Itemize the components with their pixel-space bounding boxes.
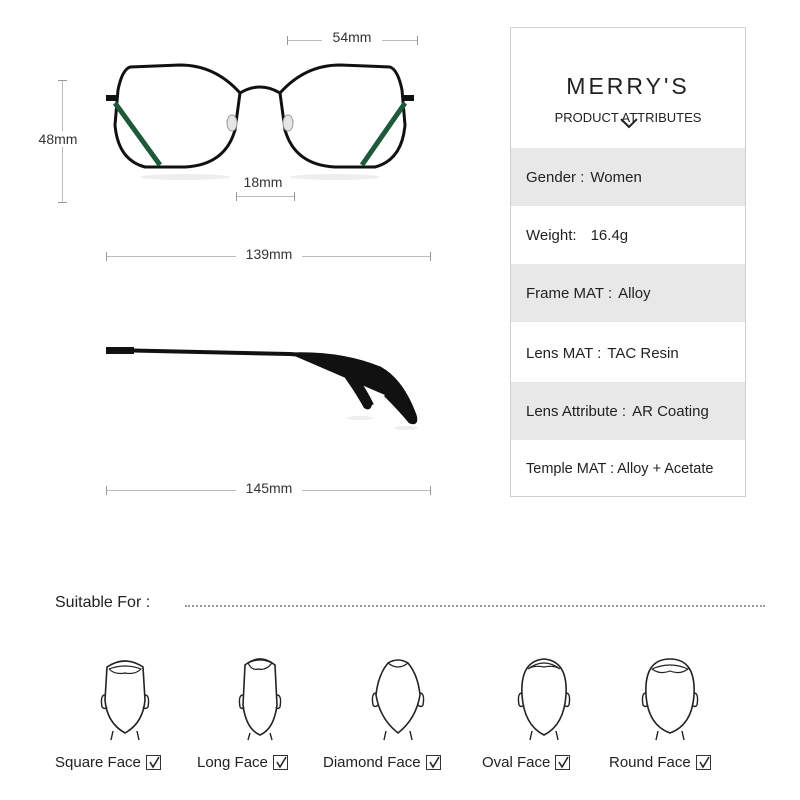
attributes-subtitle: PRODUCT ATTRIBUTES bbox=[554, 110, 702, 125]
oval-face-icon bbox=[484, 655, 604, 740]
checkbox-checked-icon bbox=[146, 755, 161, 770]
checkbox-checked-icon bbox=[555, 755, 570, 770]
attr-value: Alloy bbox=[618, 284, 651, 302]
attr-row-frame-mat bbox=[511, 264, 745, 322]
temple-length-label: 145mm bbox=[236, 480, 302, 496]
lens-width-label: 54mm bbox=[322, 29, 382, 45]
face-label-text: Diamond Face bbox=[323, 754, 421, 771]
face-label-oval bbox=[482, 754, 570, 771]
attr-value: Alloy + Acetate bbox=[617, 461, 714, 477]
face-label-square bbox=[55, 754, 161, 771]
bridge-label: 18mm bbox=[243, 174, 283, 190]
attr-key: Gender : bbox=[526, 168, 585, 186]
checkbox-checked-icon bbox=[273, 755, 288, 770]
suitable-for-title: Suitable For : bbox=[55, 594, 151, 611]
face-label-text: Square Face bbox=[55, 754, 141, 771]
attr-row-gender bbox=[511, 148, 745, 206]
face-label-diamond bbox=[323, 754, 441, 771]
attr-row-weight bbox=[511, 206, 745, 264]
dotted-divider bbox=[185, 605, 765, 607]
attr-key: Lens Attribute : bbox=[526, 402, 627, 420]
diamond-face-icon bbox=[338, 655, 458, 740]
checkbox-checked-icon bbox=[426, 755, 441, 770]
face-label-round bbox=[609, 754, 711, 771]
attr-value: TAC Resin bbox=[607, 344, 679, 362]
glasses-front-illustration bbox=[100, 55, 420, 175]
attr-row-temple-mat bbox=[511, 440, 745, 498]
bridge-line bbox=[236, 196, 294, 197]
square-face-icon bbox=[65, 655, 185, 740]
attr-value: 16.4g bbox=[590, 226, 629, 244]
round-face-icon bbox=[610, 655, 730, 740]
glasses-temple-illustration bbox=[100, 340, 430, 430]
frame-width-label: 139mm bbox=[236, 246, 302, 262]
attr-value: AR Coating bbox=[632, 402, 709, 420]
attr-key: Weight: bbox=[526, 226, 577, 244]
lens-height-label: 48mm bbox=[28, 131, 88, 147]
attr-key: Lens MAT : bbox=[526, 344, 602, 362]
brand-logo: MERRY'S bbox=[566, 73, 690, 99]
checkbox-checked-icon bbox=[696, 755, 711, 770]
face-label-text: Oval Face bbox=[482, 754, 551, 771]
attr-row-lens-attribute bbox=[511, 382, 745, 440]
attr-row-lens-mat bbox=[511, 324, 745, 382]
attr-value: Women bbox=[590, 168, 642, 186]
attr-key: Temple MAT : bbox=[526, 461, 615, 477]
product-attributes-panel bbox=[510, 27, 746, 497]
face-label-text: Long Face bbox=[197, 754, 268, 771]
face-label-text: Round Face bbox=[609, 754, 691, 771]
long-face-icon bbox=[200, 655, 320, 740]
face-label-long bbox=[197, 754, 288, 771]
chevron-down-icon bbox=[619, 117, 639, 129]
attr-key: Frame MAT : bbox=[526, 284, 613, 302]
